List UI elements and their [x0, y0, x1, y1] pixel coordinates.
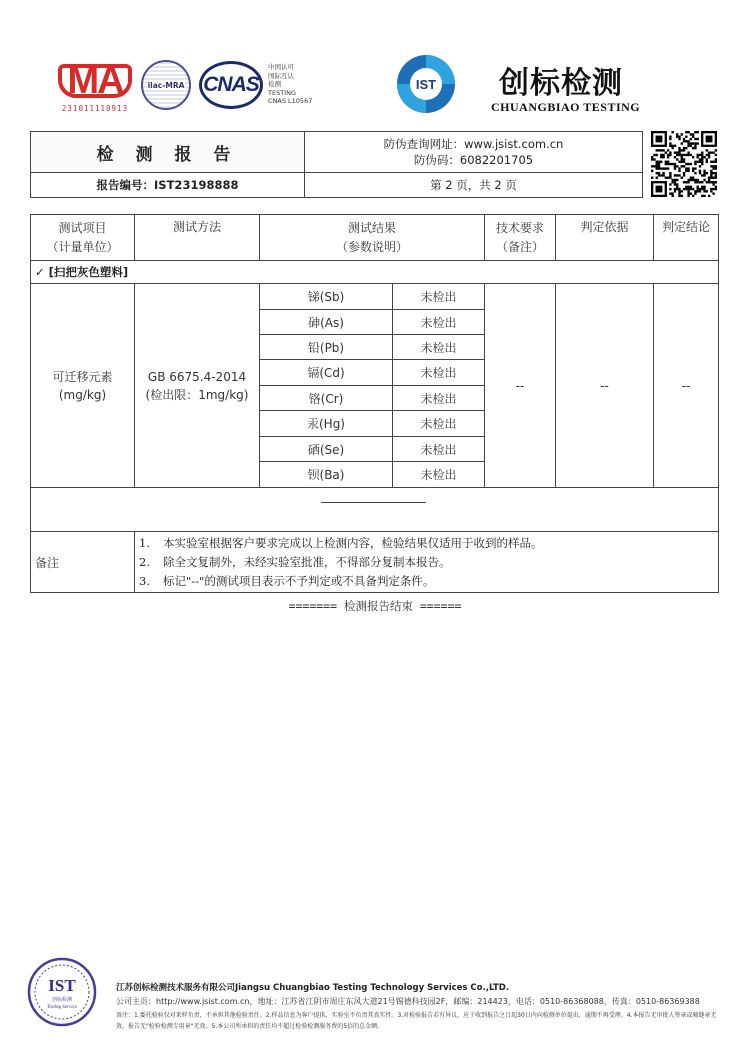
header-test-item: 测试项目 （计量单位） — [46, 220, 119, 254]
anti-fake-code: 防伪码：6082201705 — [413, 153, 534, 167]
anti-fake-info — [305, 132, 642, 173]
test-method-cell: GB 6675.4-2014 (检出限：1mg/kg) — [145, 369, 249, 402]
report-header — [30, 131, 643, 198]
ilac-logo-text: ilac-MRA — [147, 80, 185, 90]
element-name-cell: 铅(Pb) — [307, 340, 345, 355]
element-name-cell: 锑(Sb) — [307, 290, 345, 304]
footer-company: 江苏创标检测技术服务有限公司Jiangsu Chuangbiao Testing Technology Services Co.,LTD. — [116, 983, 510, 993]
cma-logo-text: MA — [67, 59, 123, 102]
cnas-line: CNAS L10567 — [268, 97, 313, 105]
element-name-cell: 镉(Cd) — [307, 366, 345, 380]
element-result-cell: 未检出 — [420, 391, 457, 406]
cnas-line: TESTING — [268, 88, 296, 97]
report-end-marker: ======= 检测报告结束 ====== — [288, 599, 462, 613]
footer-notes: 备注：1.委托检验仅对来样负责，不承担其他检验责任。2.样品信息为客户提供，实验室不负责其真实性。3.对检验报告若有异议，应于收到报告之日起30日内向检测单位提出，逾期不再受理。4.本报告无审批人签章或骑缝章无效，报告无"检验检测专用章"无效。5.本公司所承担的责任均不超过检验检测服务费的5倍的总金额。 — [116, 1012, 717, 1030]
element-name-cell: 硒(Se) — [307, 442, 345, 457]
anti-fake-website: 防伪查询网址：www.jsist.com.cn — [383, 137, 564, 151]
results-table — [30, 214, 719, 593]
seal-en-text: Testing Service — [46, 1005, 78, 1010]
element-result-cell: 未检出 — [420, 442, 457, 457]
header-basis: 判定依据 — [580, 219, 629, 234]
cma-code: 231011110913 — [61, 104, 129, 113]
header-requirement: 技术要求 （备注） — [495, 220, 544, 254]
brand-name-cn: 创标检测 — [499, 66, 623, 101]
element-result-cell: 未检出 — [420, 467, 457, 482]
header-test-method: 测试方法 — [172, 219, 221, 234]
conclusion-cell: -- — [681, 378, 691, 393]
remark-item: 2. 除全文复制外，未经实验室批准，不得部分复制本报告。 — [139, 555, 451, 569]
seal-subtext: 创标检测 — [51, 997, 73, 1003]
report-title: 检 测 报 告 — [31, 132, 305, 173]
element-result-cell: 未检出 — [420, 366, 457, 380]
element-result-cell: 未检出 — [420, 290, 457, 304]
cma-logo — [54, 60, 136, 116]
cnas-line: 中国认可 — [268, 63, 294, 71]
page-info: 第 2 页，共 2 页 — [430, 178, 517, 192]
element-result-cell: 未检出 — [420, 417, 457, 431]
brand-name-en: CHUANGBIAO TESTING — [491, 100, 641, 114]
element-name-cell: 砷(As) — [308, 315, 344, 330]
element-name-cell: 汞(Hg) — [306, 417, 345, 431]
header-conclusion: 判定结论 — [661, 219, 710, 234]
element-name-cell: 钡(Ba) — [307, 467, 345, 482]
report-number: 报告编号：IST23198888 — [31, 173, 305, 197]
cnas-line: 国际互认 — [268, 71, 294, 80]
remark-item: 3. 标记"--"的测试项目表示不予判定或不具备判定条件。 — [139, 574, 435, 588]
element-result-cell: 未检出 — [420, 340, 457, 355]
element-result-cell: 未检出 — [420, 315, 457, 330]
cnas-accreditation-text — [268, 63, 312, 106]
qr-code — [651, 131, 717, 197]
seal-text: IST — [48, 976, 76, 995]
cnas-logo — [199, 61, 263, 109]
ist-logo-text: IST — [415, 77, 437, 92]
sample-section-label: ✓ [扫把灰色塑料] — [35, 265, 129, 279]
remark-item: 1. 本实验室根据客户要求完成以上检测内容，检验结果仅适用于收到的样品。 — [139, 536, 543, 550]
requirement-cell: -- — [515, 378, 525, 393]
cnas-logo-text: CNAS — [203, 73, 259, 96]
company-seal — [27, 957, 97, 1027]
basis-cell: -- — [600, 378, 609, 393]
cnas-line: 检测 — [268, 80, 281, 88]
footer-contact: 公司主页：http://www.jsist.com.cn，地址：江苏省江阴市周庄东风大道21号锡德科技园2F，邮编：214423，电话：0510-86368088，传真：0510-86369388 — [116, 997, 700, 1006]
ist-logo — [395, 53, 457, 115]
test-item-cell: 可迁移元素 (mg/kg) — [52, 369, 113, 402]
ilac-mra-logo — [141, 60, 191, 110]
element-name-cell: 铬(Cr) — [308, 391, 344, 406]
remarks-label: 备注 — [35, 555, 60, 570]
header-test-result: 测试结果 （参数说明） — [335, 220, 408, 254]
remarks-list — [139, 534, 543, 591]
